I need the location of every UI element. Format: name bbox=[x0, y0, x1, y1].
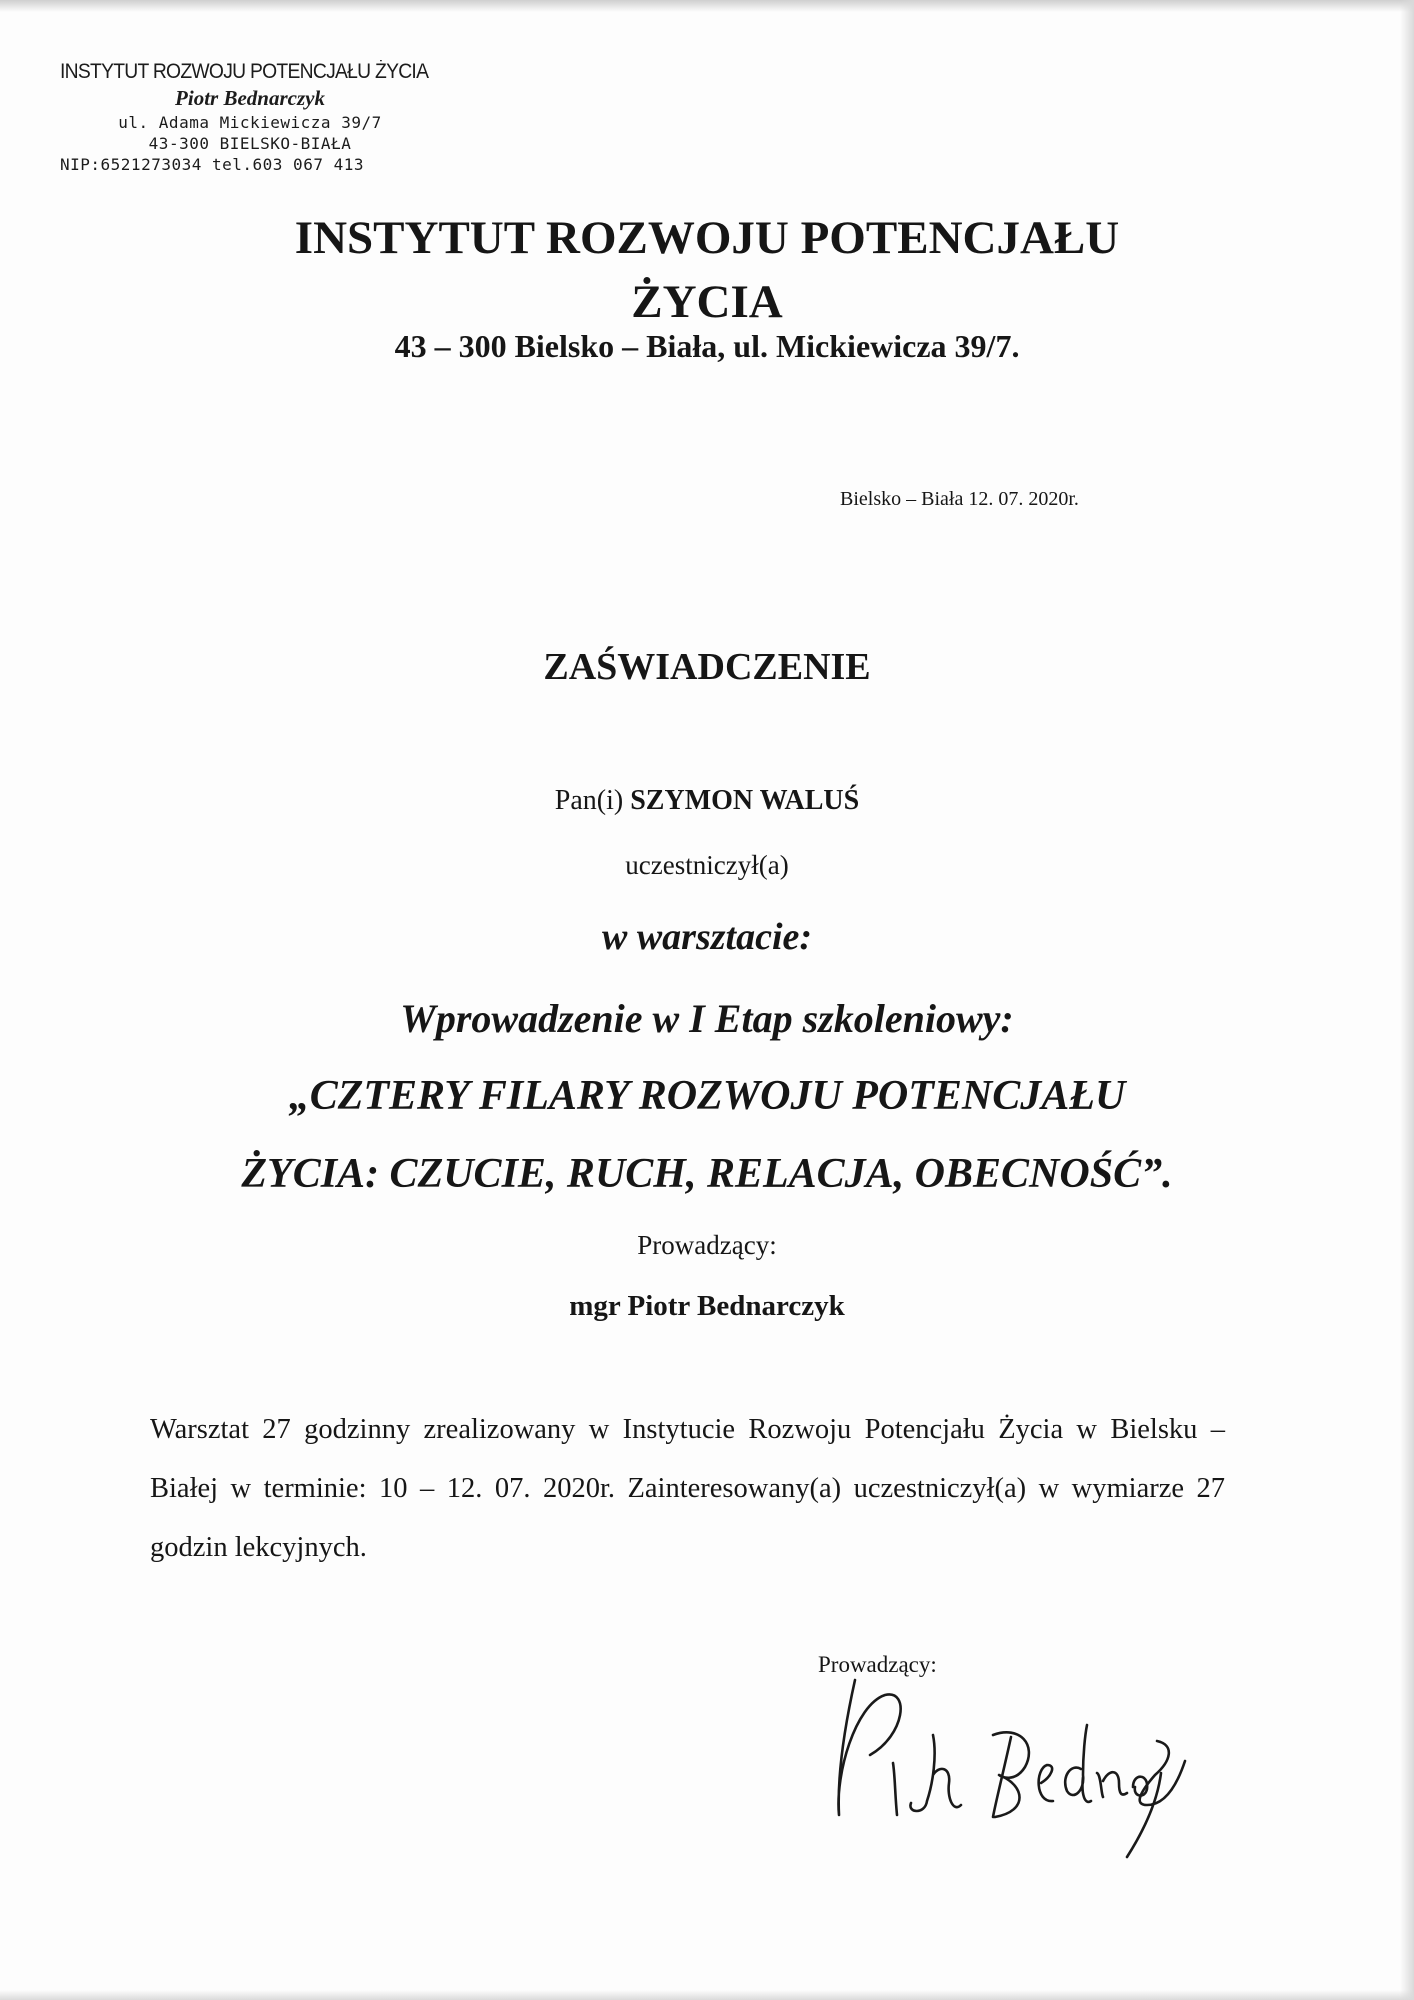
recipient-prefix: Pan(i) bbox=[554, 785, 631, 816]
workshop-title-line2: ŻYCIA: CZUCIE, RUCH, RELACJA, OBECNOŚĆ”. bbox=[241, 1151, 1173, 1197]
workshop-intro: Wprowadzenie w I Etap szkoleniowy: bbox=[400, 996, 1014, 1041]
signature-label: Prowadzący: bbox=[818, 1652, 937, 1677]
institute-address: 43 – 300 Bielsko – Biała, ul. Mickiewicza 39/7. bbox=[394, 328, 1020, 364]
recipient-name: SZYMON WALUŚ bbox=[630, 785, 860, 816]
scan-top-shadow bbox=[0, 0, 1414, 12]
stamp-nip-phone: NIP:6521273034 tel.603 067 413 bbox=[60, 155, 364, 174]
certificate-body-text: Warsztat 27 godzinny zrealizowany w Instytucie Rozwoju Potencjału Życia w Bielsku – Białej w terminie: 10 – 12. 07. 2020r. Zainteresowany(a) uczestniczył(a) w wymiarze 27 godzin lekcyjnych. bbox=[150, 1414, 1225, 1563]
stamp-org-name: INSTYTUT ROZWOJU POTENCJAŁU ŻYCIA bbox=[60, 60, 429, 83]
workshop-label: w warsztacie: bbox=[601, 916, 813, 958]
workshop-title-line1: „CZTERY FILARY ROZWOJU POTENCJAŁU bbox=[288, 1073, 1126, 1119]
institute-name bbox=[0, 206, 1414, 334]
stamp-street: ul. Adama Mickiewicza 39/7 bbox=[118, 113, 382, 132]
institute-name-line1: INSTYTUT ROZWOJU POTENCJAŁU bbox=[294, 212, 1120, 264]
host-name: mgr Piotr Bednarczyk bbox=[569, 1290, 845, 1322]
host-label: Prowadzący: bbox=[637, 1230, 777, 1260]
handwritten-signature bbox=[815, 1665, 1195, 1865]
scan-bottom-shadow bbox=[0, 1990, 1414, 2000]
stamp-person: Piotr Bednarczyk bbox=[175, 86, 325, 110]
stamp-city: 43-300 BIELSKO-BIAŁA bbox=[148, 134, 352, 153]
issue-date: Bielsko – Biała 12. 07. 2020r. bbox=[840, 488, 1079, 510]
participated-text: uczestniczył(a) bbox=[625, 850, 789, 880]
institute-name-line2: ŻYCIA bbox=[631, 276, 783, 328]
recipient-line bbox=[0, 785, 1414, 817]
company-stamp bbox=[60, 60, 440, 174]
document-title: ZAŚWIADCZENIE bbox=[543, 646, 871, 688]
